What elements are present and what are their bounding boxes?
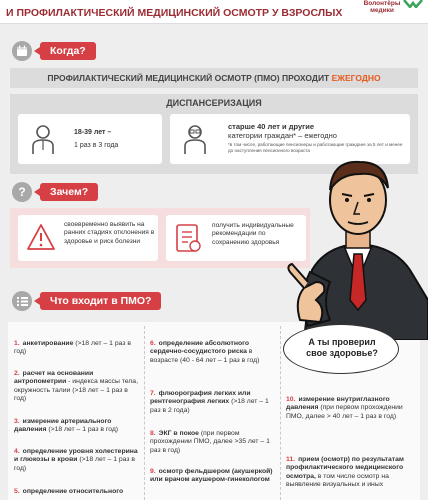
speech-bubble bbox=[283, 324, 399, 374]
list-item: 9. осмотр фельдшером (акушеркой) или врачом акушером-гинекологом bbox=[150, 468, 273, 484]
age-18-39-line1: 18-39 лет – bbox=[74, 129, 112, 136]
age-40-line1: старше 40 лет и другие bbox=[228, 122, 315, 131]
age-40-note: *в том числе, работающие пенсионеры и работающие граждане за 5 лет и менее до наступления пенсионного возраста bbox=[228, 142, 403, 153]
age-18-39-line2: 1 раз в 3 года bbox=[74, 142, 119, 149]
what-label: Что входит в ПМО? bbox=[40, 292, 161, 310]
header-bar bbox=[0, 0, 428, 24]
volunteer-logo-icon bbox=[402, 0, 424, 8]
checklist-icon bbox=[174, 222, 202, 254]
list-item: 10. измерение внутриглазного давления (при первом прохождении ПМО, далее > 40 лет – 1 раз в год) bbox=[286, 396, 403, 420]
when-label: Когда? bbox=[40, 42, 96, 60]
list-item: 7. флюорография легких или рентгенография легких (>18 лет – 1 раз в 2 года) bbox=[150, 390, 269, 414]
list-item: 8. ЭКГ в покое (при первом прохождении ПМО, далее >35 лет – 1 раз в год) bbox=[150, 430, 270, 454]
dispensary-title: ДИСПАНСЕРИЗАЦИЯ bbox=[166, 98, 262, 108]
list-item: 4. определение уровня холестерина и глюкозы в крови (>18 лет – 1 раз в год) bbox=[14, 448, 138, 472]
list-item: 1. анкетирование (>18 лет – 1 раз в год) bbox=[14, 340, 131, 356]
why-label: Зачем? bbox=[40, 183, 98, 201]
page-title: И ПРОФИЛАКТИЧЕСКИЙ МЕДИЦИНСКИЙ ОСМОТР У ВЗРОСЛЫХ bbox=[6, 7, 343, 19]
why-left-text: своевременно выявить на ранних стадиях отклонения в здоровье и риск болезни bbox=[64, 221, 155, 245]
young-person-icon bbox=[30, 123, 56, 155]
why-recommendations-card bbox=[166, 215, 306, 261]
pmo-highlight: ЕЖЕГОДНО bbox=[331, 73, 381, 83]
list-item: 5. определение относительного bbox=[14, 488, 124, 495]
column-divider bbox=[280, 326, 281, 500]
age-18-39-card bbox=[18, 114, 162, 164]
list-item: 11. прием (осмотр) по результатам профилактического медицинского осмотра, в том числе осмотр на выявление визуальных и иных bbox=[286, 456, 404, 489]
pmo-text: ПРОФИЛАКТИЧЕСКИЙ МЕДИЦИНСКИЙ ОСМОТР (ПМО) ПРОХОДИТ bbox=[47, 73, 330, 83]
column-divider bbox=[144, 326, 145, 500]
pointing-man-illustration bbox=[286, 150, 428, 340]
warning-icon bbox=[26, 223, 56, 251]
elderly-person-icon bbox=[182, 123, 208, 155]
list-item: 3. измерение артериального давления (>18 лет – 1 раз в год) bbox=[14, 418, 119, 434]
list-item: 2. расчет на основании антропометрии - индекса массы тела, окружность талии (>18 лет – 1 раз в год) bbox=[14, 370, 138, 403]
list-item: 6. определение абсолютного сердечно-сосудистого риска в возрасте (40 - 64 лет – 1 раз в год) bbox=[150, 340, 260, 364]
why-early-detection-card bbox=[18, 215, 158, 261]
list-icon bbox=[12, 291, 32, 311]
speech-bubble-text: А ты проверил свое здоровье? bbox=[306, 337, 378, 358]
why-panel bbox=[10, 208, 310, 268]
logo-text: Волонтёры медики bbox=[363, 0, 401, 14]
calendar-icon bbox=[12, 41, 32, 61]
question-icon: ? bbox=[12, 182, 32, 202]
age-40-line2: категории граждан* – ежегодно bbox=[228, 131, 337, 140]
pmo-frequency-banner bbox=[10, 68, 418, 88]
why-right-text: получить индивидуальные рекомендации по сохранению здоровья bbox=[212, 222, 294, 246]
